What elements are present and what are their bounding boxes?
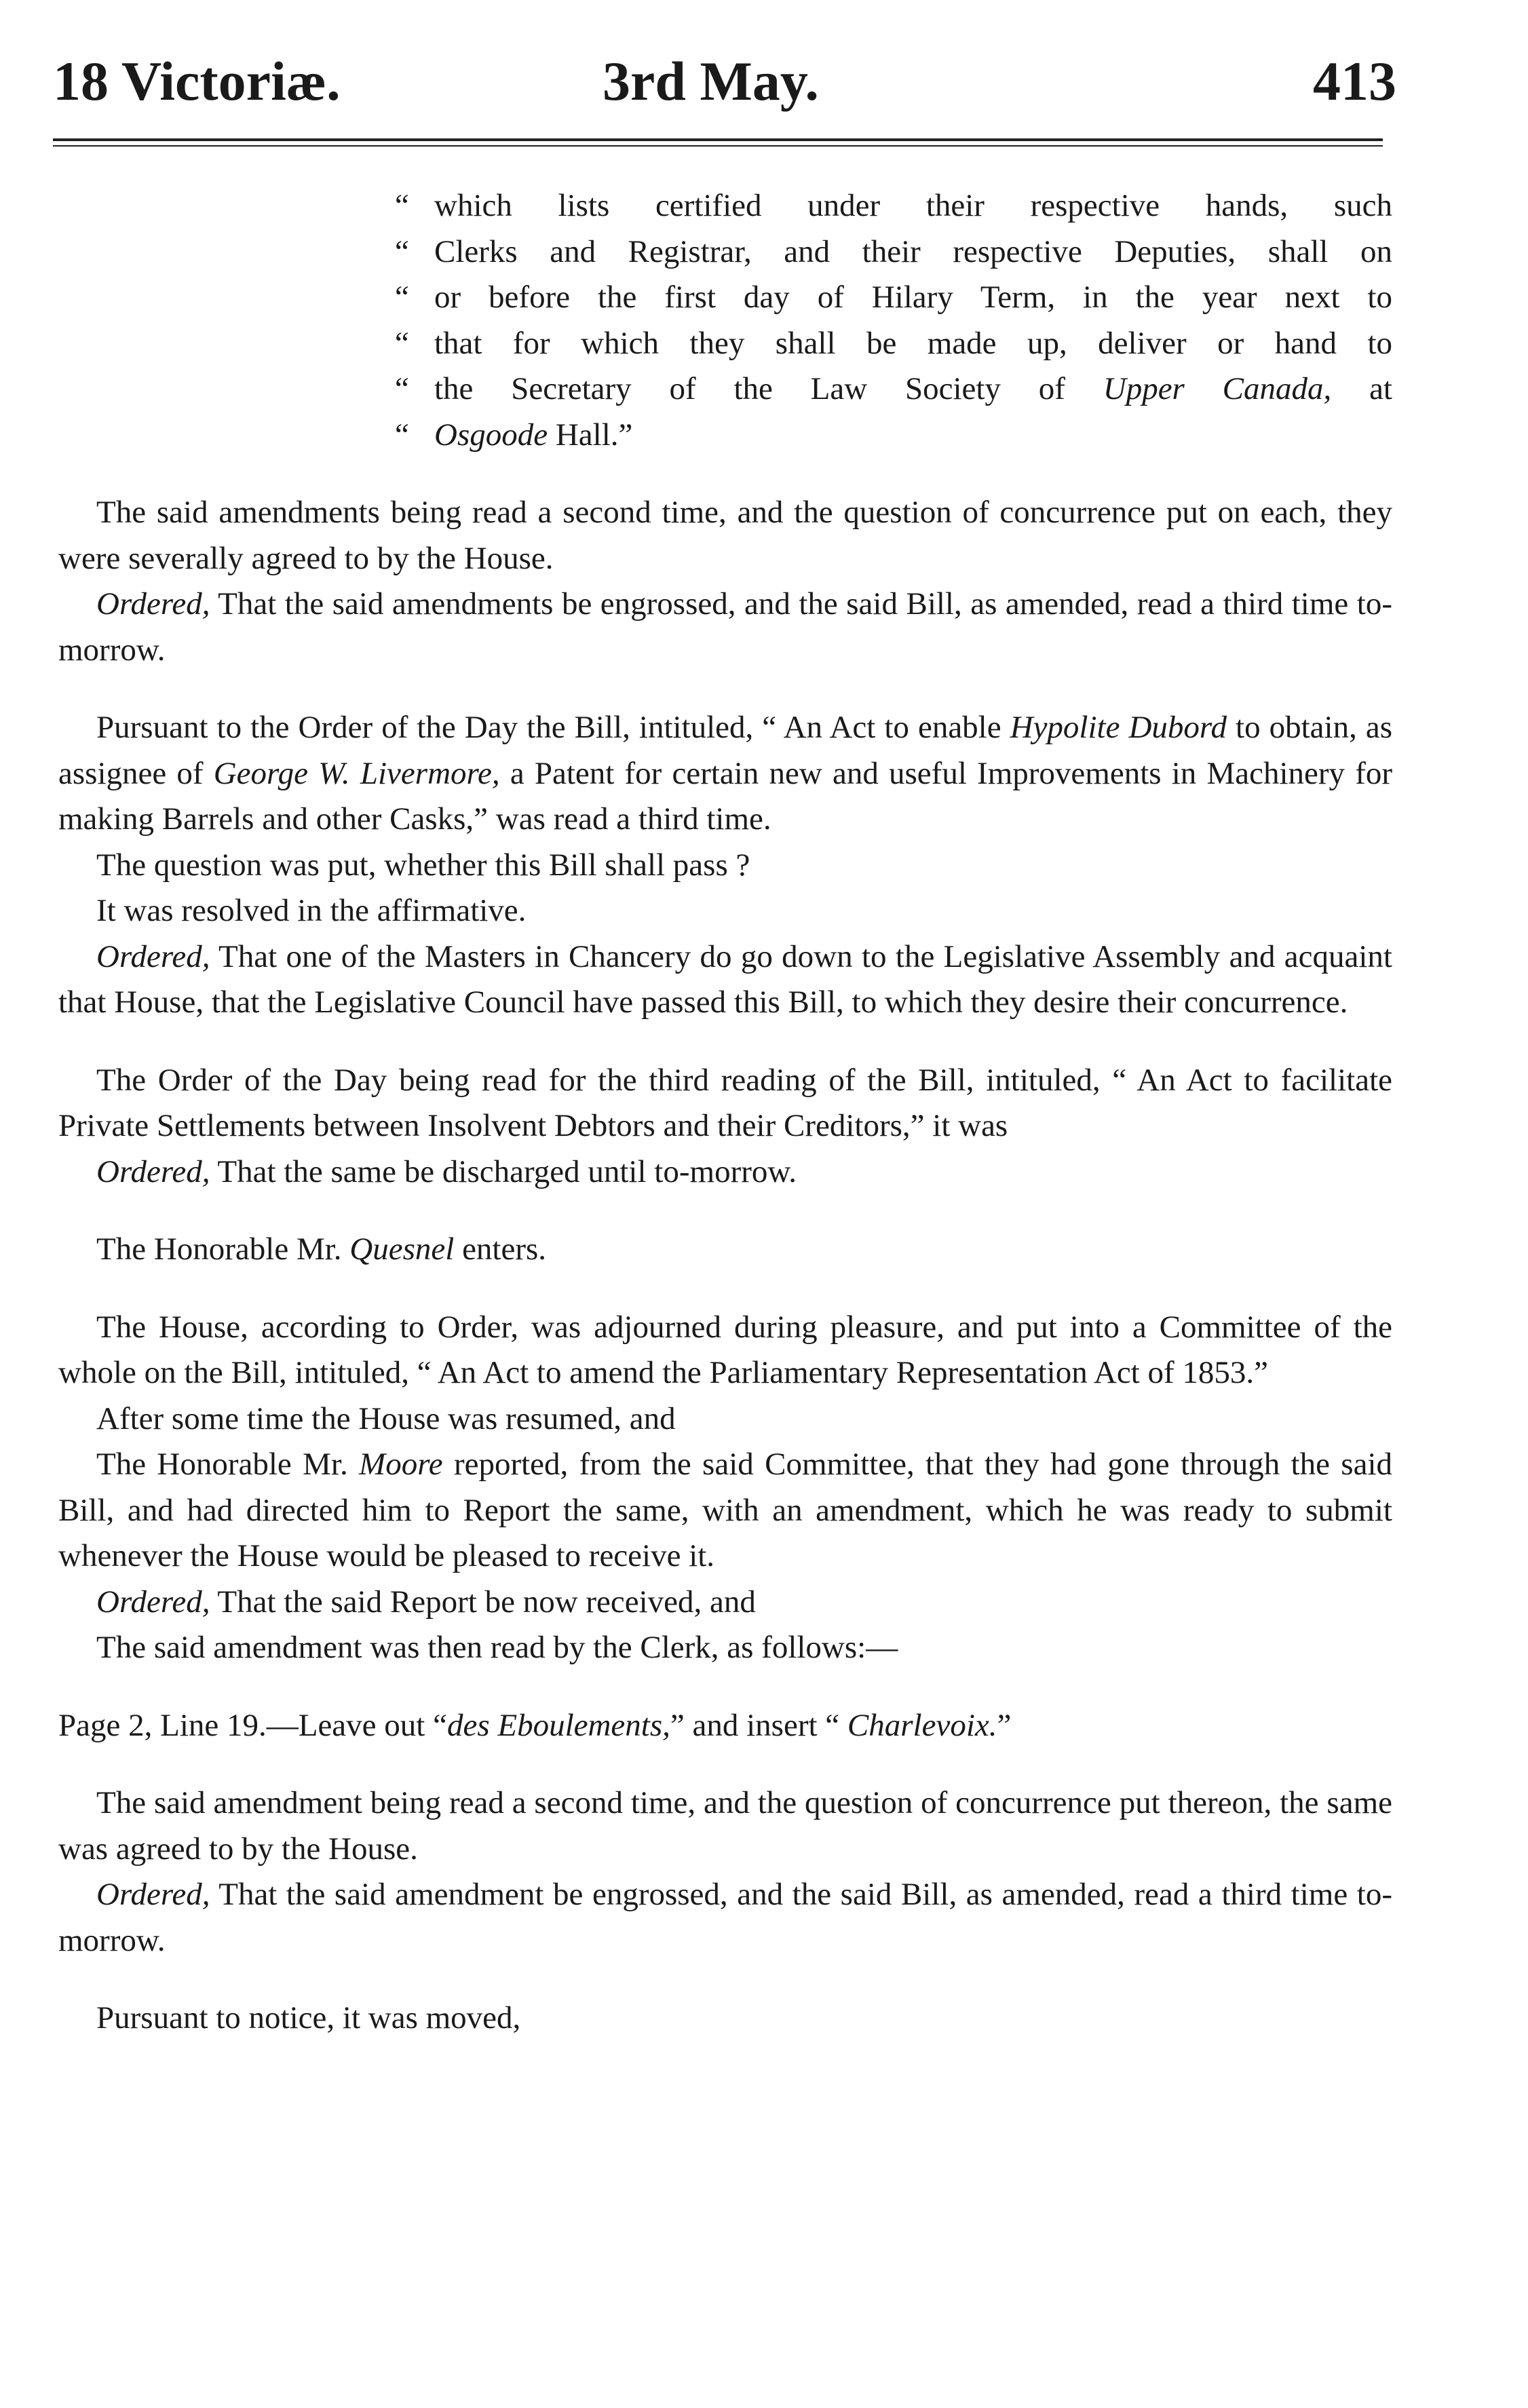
- header-rule-thin: [53, 145, 1383, 147]
- paragraph: The said amendments being read a second time, and the question of concurrence put on each, they were severally agreed to by the House.: [58, 495, 1392, 576]
- ordered-label: Ordered,: [96, 1584, 210, 1620]
- quote-line: “ Clerks and Registrar, and their respective Deputies, shall on: [395, 229, 1392, 275]
- header-rule-thick: [53, 138, 1383, 141]
- ordered-label: Ordered,: [96, 1153, 210, 1189]
- quoted-amendment: [395, 183, 1392, 458]
- quote-line: “ that for which they shall be made up, deliver or hand to: [395, 321, 1392, 367]
- ordered-paragraph: Ordered, That the said amendment be engrossed, and the said Bill, as amended, read a third time to-morrow.: [58, 1877, 1392, 1958]
- ordered-paragraph: Ordered, That one of the Masters in Chancery do go down to the Legislative Assembly and acquaint that House, that the Legislative Council have passed this Bill, to which they desire their concurrence.: [58, 938, 1392, 1020]
- quote-line: “ the Secretary of the Law Society of Upper Canada, at: [395, 366, 1392, 413]
- page-number: 413: [1313, 50, 1396, 112]
- paragraph: Pursuant to the Order of the Day the Bill, intituled, “ An Act to enable Hypolite Dubord to obtain, as assignee of George W. Livermore, a Patent for certain new and useful Improvements in Machinery for making Barrels and other Casks,” was read a third time.: [58, 710, 1392, 837]
- quote-mark: “: [395, 417, 409, 453]
- paragraph: Pursuant to notice, it was moved,: [96, 2000, 521, 2036]
- ordered-paragraph: Ordered, That the same be discharged until to-morrow.: [96, 1153, 797, 1189]
- ordered-paragraph: Ordered, That the said amendments be engrossed, and the said Bill, as amended, read a third time to-morrow.: [58, 586, 1392, 668]
- paragraph: The Order of the Day being read for the third reading of the Bill, intituled, “ An Act to facilitate Private Settlements between Insolvent Debtors and their Creditors,” it was: [58, 1062, 1392, 1143]
- page-body: [58, 183, 1392, 2042]
- paragraph: The said amendment was then read by the Clerk, as follows:—: [96, 1630, 898, 1665]
- quote-mark: “: [395, 280, 409, 315]
- ordered-paragraph: Ordered, That the said Report be now received, and: [96, 1584, 756, 1620]
- quote-line: “ which lists certified under their respective hands, such: [395, 183, 1392, 229]
- ordered-label: Ordered,: [96, 586, 210, 622]
- paragraph: The Honorable Mr. Moore reported, from the said Committee, that they had gone through the said Bill, and had directed him to Report the same, with an amendment, which he was ready to submit whenever the House would be pleased to receive it.: [58, 1447, 1392, 1573]
- paragraph: It was resolved in the affirmative.: [96, 893, 527, 928]
- quote-line: “ Osgoode Hall.”: [395, 413, 1392, 459]
- paragraph: The Honorable Mr. Quesnel enters.: [96, 1231, 547, 1267]
- header-date: 3rd May.: [603, 50, 819, 112]
- quote-mark: “: [395, 188, 409, 223]
- running-header: [53, 47, 1396, 122]
- quote-mark: “: [395, 371, 409, 406]
- quote-mark: “: [395, 325, 409, 361]
- quote-line: “ or before the first day of Hilary Term, in the year next to: [395, 275, 1392, 321]
- paragraph: After some time the House was resumed, and: [96, 1400, 676, 1436]
- amendment-line: Page 2, Line 19.—Leave out “des Eboulements,” and insert “ Charlevoix.”: [58, 1707, 1012, 1743]
- quote-mark: “: [395, 233, 409, 269]
- ordered-label: Ordered,: [96, 938, 210, 974]
- paragraph: The House, according to Order, was adjourned during pleasure, and put into a Committee of the whole on the Bill, intituled, “ An Act to amend the Parliamentary Representation Act of 1853.”: [58, 1309, 1392, 1390]
- ordered-label: Ordered,: [96, 1877, 210, 1912]
- paragraph: The said amendment being read a second time, and the question of concurrence put thereon, the same was agreed to by the House.: [58, 1785, 1392, 1867]
- paragraph: The question was put, whether this Bill shall pass ?: [96, 847, 750, 883]
- header-regnal-year: 18 Victoriæ.: [53, 50, 341, 112]
